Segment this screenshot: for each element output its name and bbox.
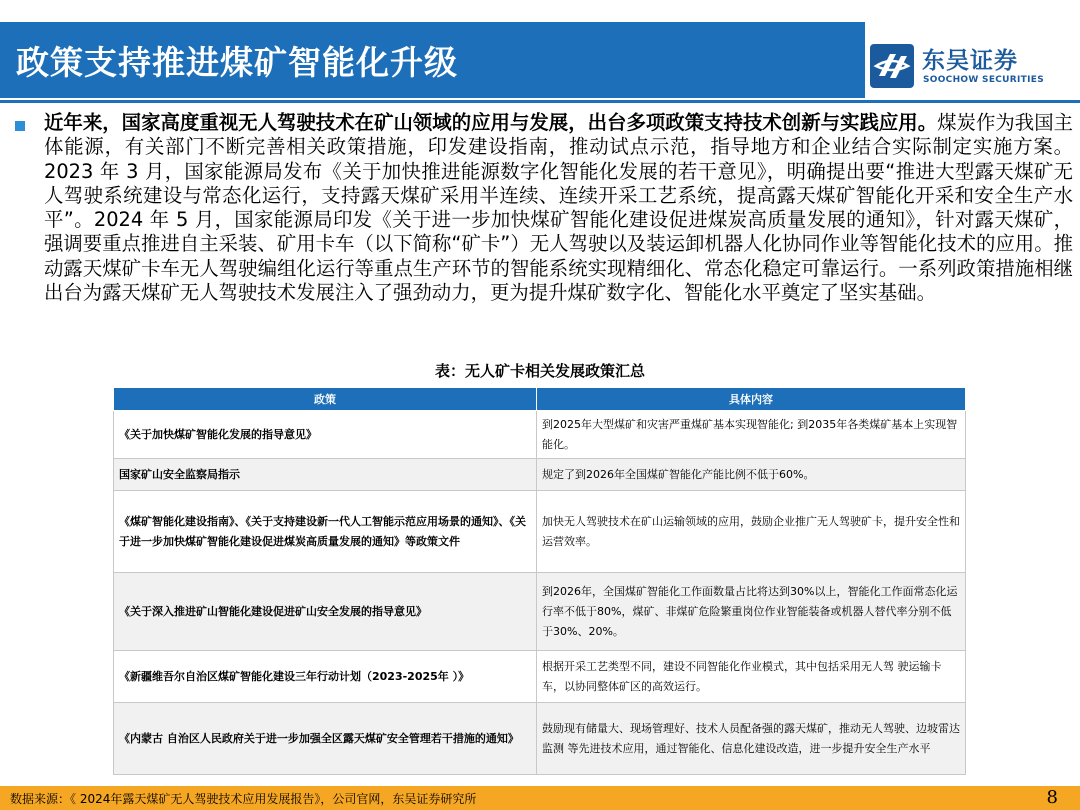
policy-cell: 《煤矿智能化建设指南》、《关于支持建设新一代人工智能示范应用场景的通知》、《关于进一步加快煤矿智能化建设促进煤炭高质量发展的通知》等政策文件	[114, 491, 537, 573]
soochow-logo-icon	[870, 44, 914, 88]
page-title: 政策支持推进煤矿智能化升级	[16, 43, 458, 82]
body-paragraph	[44, 111, 1073, 305]
content-cell: 加快无人驾驶技术在矿山运输领域的应用，鼓励企业推广无人驾驶矿卡，提升安全性和运营效率。	[537, 491, 966, 573]
table-row	[114, 703, 966, 775]
table-row	[114, 459, 966, 491]
column-header-content: 具体内容	[537, 388, 966, 411]
table-row	[114, 491, 966, 573]
company-logo	[870, 40, 1075, 96]
footer-bar	[0, 786, 1080, 810]
table-header-row	[114, 388, 966, 411]
content-cell: 到2025年大型煤矿和灾害严重煤矿基本实现智能化; 到2035年各类煤矿基本上实现智能化。	[537, 411, 966, 459]
table-row	[114, 573, 966, 651]
body-text: 煤炭作为我国主体能源，有关部门不断完善相关政策措施，印发建设指南，推动试点示范，指导地方和企业结合实际制定实施方案。2023 年 3 月，国家能源局发布《关于加快推进能源数字化智能化发展的若干意见》，明确提出要“推进大型露天煤矿无人驾驶系统建设与常态化运行，支持露天煤矿采用半连续、连续开采工艺系统，提高露天煤矿智能化开采和安全生产水平”。2024 年 5 月，国家能源局印发《关于进一步加快煤矿智能化建设促进煤炭高质量发展的通知》，针对露天煤矿，强调要重点推进自主采装、矿用卡车（以下简称“矿卡”）无人驾驶以及装运卸机器人化协同作业等智能化技术的应用。推动露天煤矿卡车无人驾驶编组化运行等重点生产环节的智能系统实现精细化、常态化稳定可靠运行。一系列政策措施相继出台为露天煤矿无人驾驶技术发展注入了强劲动力，更为提升煤矿数字化、智能化水平奠定了坚实基础。	[44, 111, 1074, 305]
content-cell: 根据开采工艺类型不同，建设不同智能化作业模式，其中包括采用无人驾 驶运输卡车，以协同整体矿区的高效运行。	[537, 651, 966, 703]
column-header-policy: 政策	[114, 388, 537, 411]
logo-chinese-name: 东吴证券	[922, 48, 1018, 74]
bullet-square-icon	[15, 121, 25, 131]
table-caption: 表：无人矿卡相关发展政策汇总	[434, 362, 645, 380]
policy-cell: 《新疆维吾尔自治区煤矿智能化建设三年行动计划（2023-2025年 ）》	[114, 651, 537, 703]
content-cell: 到2026年，全国煤矿智能化工作面数量占比将达到30%以上，智能化工作面常态化运行率不低于80%，煤矿、非煤矿危险繁重岗位作业智能装备或机器人替代率分别不低于30%、20%。	[537, 573, 966, 651]
policy-cell: 国家矿山安全监察局指示	[114, 459, 537, 491]
policy-cell: 《关于加快煤矿智能化发展的指导意见》	[114, 411, 537, 459]
content-cell: 鼓励现有储量大、现场管理好、技术人员配备强的露天煤矿，推动无人驾驶、边坡雷达监测 等先进技术应用，通过智能化、信息化建设改造，进一步提升安全生产水平	[537, 703, 966, 775]
policy-cell: 《关于深入推进矿山智能化建设促进矿山安全发展的指导意见》	[114, 573, 537, 651]
table-row	[114, 651, 966, 703]
data-source: 数据来源：《 2024年露天煤矿无人驾驶技术应用发展报告》，公司官网，东吴证券研究所	[10, 792, 477, 806]
logo-english-name: SOOCHOW SECURITIES	[923, 75, 1044, 85]
lead-sentence: 近年来，国家高度重视无人驾驶技术在矿山领域的应用与发展，出台多项政策支持技术创新与实践应用。	[44, 111, 938, 134]
header-divider	[0, 100, 1080, 103]
policy-cell: 《内蒙古 自治区人民政府关于进一步加强全区露天煤矿安全管理若干措施的通知》	[114, 703, 537, 775]
content-cell: 规定了到2026年全国煤矿智能化产能比例不低于60%。	[537, 459, 966, 491]
title-bar	[0, 22, 865, 98]
policy-table	[113, 387, 966, 775]
table-row	[114, 411, 966, 459]
page-number: 8	[1046, 787, 1058, 808]
